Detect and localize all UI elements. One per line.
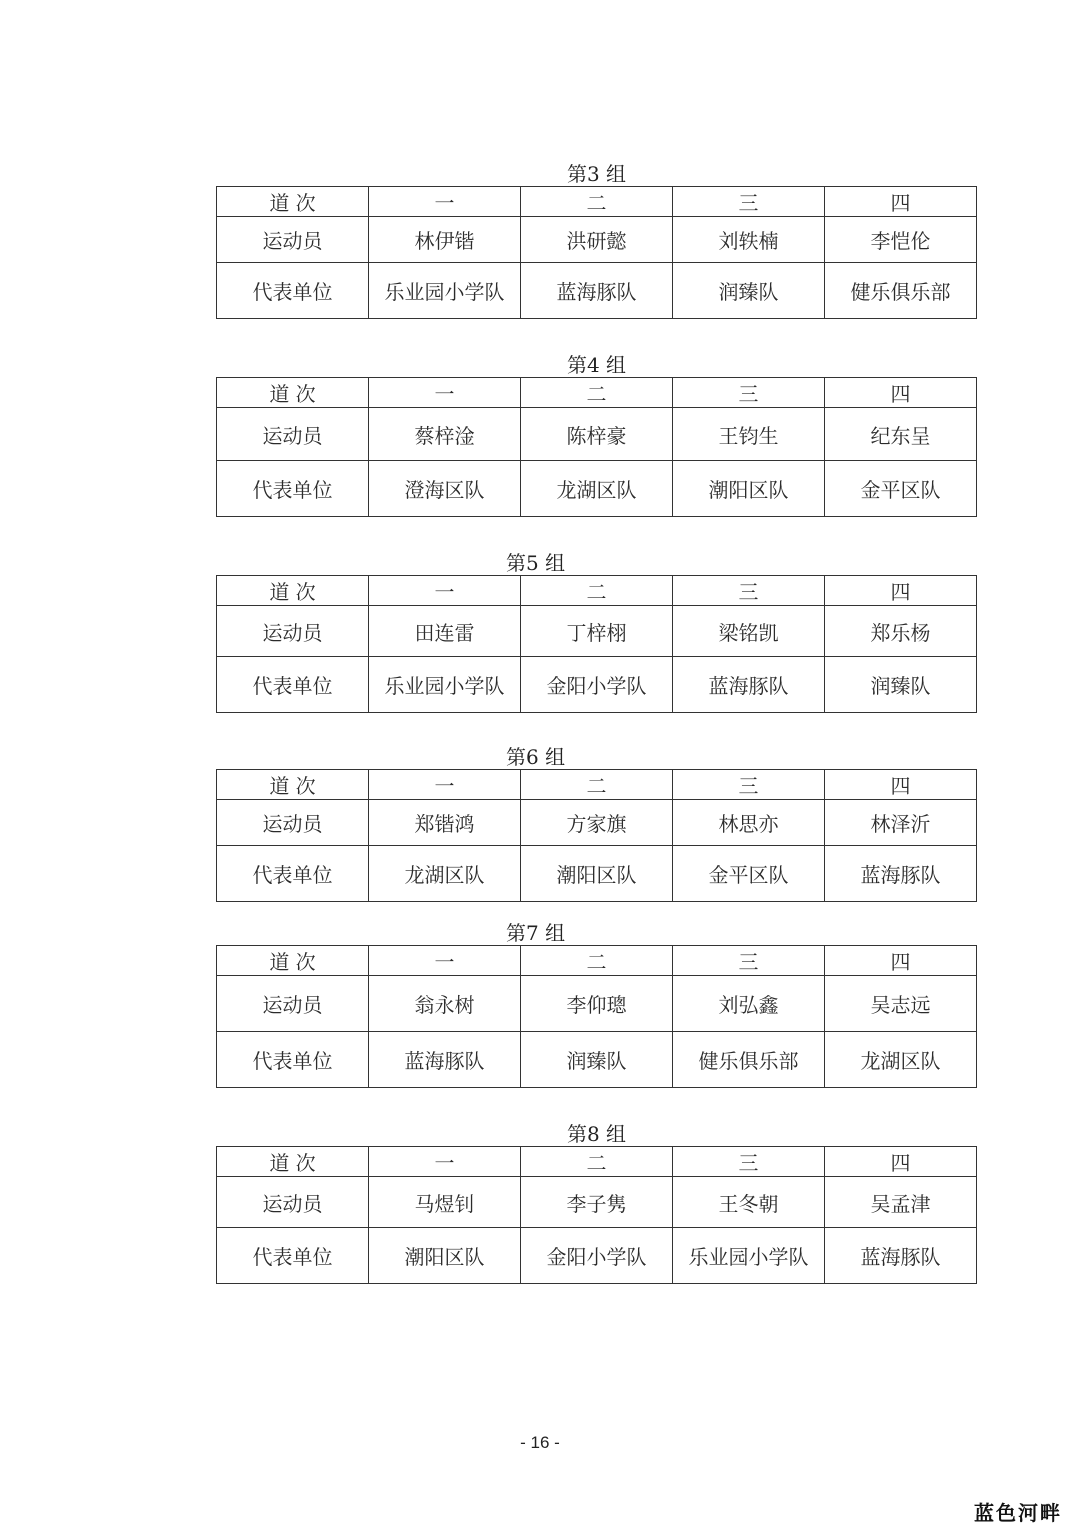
athlete-cell: 梁铭凯 bbox=[673, 606, 825, 657]
athlete-cell: 马煜钊 bbox=[369, 1177, 521, 1228]
athlete-cell: 吴志远 bbox=[825, 976, 977, 1032]
athlete-row bbox=[217, 408, 977, 461]
group-4 bbox=[216, 353, 977, 517]
unit-cell: 龙湖区队 bbox=[521, 461, 673, 517]
athlete-cell: 纪东呈 bbox=[825, 408, 977, 461]
unit-row bbox=[217, 657, 977, 713]
group-6 bbox=[216, 745, 977, 902]
lane-cell: 一 bbox=[369, 1147, 521, 1177]
unit-row bbox=[217, 263, 977, 319]
unit-cell: 润臻队 bbox=[825, 657, 977, 713]
lane-header-cell: 道 次 bbox=[217, 378, 369, 408]
unit-cell: 蓝海豚队 bbox=[825, 846, 977, 902]
unit-cell: 蓝海豚队 bbox=[369, 1032, 521, 1088]
unit-cell: 乐业园小学队 bbox=[369, 657, 521, 713]
lane-cell: 四 bbox=[825, 770, 977, 800]
athlete-cell: 林泽沂 bbox=[825, 800, 977, 846]
unit-cell: 龙湖区队 bbox=[825, 1032, 977, 1088]
lane-cell: 四 bbox=[825, 576, 977, 606]
lane-cell: 三 bbox=[673, 378, 825, 408]
lane-cell: 一 bbox=[369, 946, 521, 976]
athlete-cell: 蔡梓淦 bbox=[369, 408, 521, 461]
athlete-cell: 田连雷 bbox=[369, 606, 521, 657]
athlete-cell: 李仰璁 bbox=[521, 976, 673, 1032]
group-title: 第5 组 bbox=[506, 551, 566, 575]
athlete-header-cell: 运动员 bbox=[217, 800, 369, 846]
lane-cell: 一 bbox=[369, 187, 521, 217]
lane-cell: 二 bbox=[521, 1147, 673, 1177]
lane-cell: 三 bbox=[673, 770, 825, 800]
lane-row bbox=[217, 187, 977, 217]
athlete-cell: 李子隽 bbox=[521, 1177, 673, 1228]
lane-table bbox=[216, 575, 977, 713]
lane-header-cell: 道 次 bbox=[217, 946, 369, 976]
lane-cell: 四 bbox=[825, 946, 977, 976]
athlete-cell: 洪研懿 bbox=[521, 217, 673, 263]
unit-cell: 龙湖区队 bbox=[369, 846, 521, 902]
unit-header-cell: 代表单位 bbox=[217, 1032, 369, 1088]
lane-cell: 一 bbox=[369, 770, 521, 800]
lane-cell: 二 bbox=[521, 187, 673, 217]
lane-row bbox=[217, 576, 977, 606]
unit-header-cell: 代表单位 bbox=[217, 846, 369, 902]
unit-cell: 潮阳区队 bbox=[369, 1228, 521, 1284]
unit-cell: 潮阳区队 bbox=[521, 846, 673, 902]
athlete-row bbox=[217, 1177, 977, 1228]
unit-cell: 蓝海豚队 bbox=[825, 1228, 977, 1284]
unit-row bbox=[217, 461, 977, 517]
lane-cell: 二 bbox=[521, 576, 673, 606]
athlete-cell: 王钧生 bbox=[673, 408, 825, 461]
lane-cell: 三 bbox=[673, 946, 825, 976]
unit-cell: 金平区队 bbox=[673, 846, 825, 902]
group-title: 第8 组 bbox=[566, 1122, 627, 1146]
lane-cell: 三 bbox=[673, 1147, 825, 1177]
unit-header-cell: 代表单位 bbox=[217, 263, 369, 319]
unit-row bbox=[217, 1032, 977, 1088]
athlete-cell: 方家旗 bbox=[521, 800, 673, 846]
athlete-cell: 陈梓豪 bbox=[521, 408, 673, 461]
athlete-row bbox=[217, 217, 977, 263]
group-title: 第4 组 bbox=[566, 353, 627, 377]
unit-cell: 润臻队 bbox=[521, 1032, 673, 1088]
lane-cell: 四 bbox=[825, 187, 977, 217]
lane-row bbox=[217, 770, 977, 800]
athlete-cell: 李恺伦 bbox=[825, 217, 977, 263]
athlete-row bbox=[217, 606, 977, 657]
group-title: 第3 组 bbox=[566, 162, 627, 186]
unit-cell: 乐业园小学队 bbox=[369, 263, 521, 319]
athlete-cell: 翁永树 bbox=[369, 976, 521, 1032]
unit-cell: 健乐俱乐部 bbox=[673, 1032, 825, 1088]
athlete-cell: 郑乐杨 bbox=[825, 606, 977, 657]
unit-cell: 乐业园小学队 bbox=[673, 1228, 825, 1284]
lane-table bbox=[216, 186, 977, 319]
lane-cell: 二 bbox=[521, 378, 673, 408]
unit-cell: 蓝海豚队 bbox=[673, 657, 825, 713]
athlete-cell: 刘弘鑫 bbox=[673, 976, 825, 1032]
group-title: 第6 组 bbox=[506, 745, 566, 769]
athlete-cell: 吴孟津 bbox=[825, 1177, 977, 1228]
unit-cell: 健乐俱乐部 bbox=[825, 263, 977, 319]
lane-table bbox=[216, 769, 977, 902]
unit-cell: 金阳小学队 bbox=[521, 1228, 673, 1284]
unit-cell: 澄海区队 bbox=[369, 461, 521, 517]
group-8 bbox=[216, 1122, 977, 1284]
athlete-header-cell: 运动员 bbox=[217, 976, 369, 1032]
athlete-header-cell: 运动员 bbox=[217, 606, 369, 657]
athlete-header-cell: 运动员 bbox=[217, 408, 369, 461]
lane-cell: 二 bbox=[521, 946, 673, 976]
athlete-cell: 林伊锴 bbox=[369, 217, 521, 263]
unit-cell: 潮阳区队 bbox=[673, 461, 825, 517]
lane-row bbox=[217, 1147, 977, 1177]
lane-row bbox=[217, 946, 977, 976]
athlete-cell: 林思亦 bbox=[673, 800, 825, 846]
lane-table bbox=[216, 945, 977, 1088]
athlete-row bbox=[217, 800, 977, 846]
lane-cell: 四 bbox=[825, 378, 977, 408]
unit-header-cell: 代表单位 bbox=[217, 461, 369, 517]
lane-cell: 二 bbox=[521, 770, 673, 800]
lane-cell: 三 bbox=[673, 187, 825, 217]
athlete-cell: 丁梓栩 bbox=[521, 606, 673, 657]
unit-header-cell: 代表单位 bbox=[217, 657, 369, 713]
unit-cell: 金平区队 bbox=[825, 461, 977, 517]
athlete-cell: 刘轶楠 bbox=[673, 217, 825, 263]
watermark-text: 蓝色河畔 bbox=[974, 1501, 1062, 1525]
lane-cell: 四 bbox=[825, 1147, 977, 1177]
unit-row bbox=[217, 1228, 977, 1284]
lane-header-cell: 道 次 bbox=[217, 576, 369, 606]
athlete-header-cell: 运动员 bbox=[217, 1177, 369, 1228]
group-7 bbox=[216, 921, 977, 1088]
unit-cell: 润臻队 bbox=[673, 263, 825, 319]
athlete-row bbox=[217, 976, 977, 1032]
lane-cell: 一 bbox=[369, 378, 521, 408]
lane-row bbox=[217, 378, 977, 408]
unit-cell: 蓝海豚队 bbox=[521, 263, 673, 319]
lane-header-cell: 道 次 bbox=[217, 187, 369, 217]
group-3 bbox=[216, 162, 977, 319]
group-5 bbox=[216, 551, 977, 713]
lane-table bbox=[216, 1146, 977, 1284]
unit-header-cell: 代表单位 bbox=[217, 1228, 369, 1284]
athlete-header-cell: 运动员 bbox=[217, 217, 369, 263]
page-number: - 16 - bbox=[520, 1433, 560, 1452]
athlete-cell: 郑锴鸿 bbox=[369, 800, 521, 846]
lane-header-cell: 道 次 bbox=[217, 770, 369, 800]
athlete-cell: 王冬朝 bbox=[673, 1177, 825, 1228]
unit-cell: 金阳小学队 bbox=[521, 657, 673, 713]
unit-row bbox=[217, 846, 977, 902]
group-title: 第7 组 bbox=[506, 921, 566, 945]
lane-table bbox=[216, 377, 977, 517]
lane-header-cell: 道 次 bbox=[217, 1147, 369, 1177]
lane-cell: 一 bbox=[369, 576, 521, 606]
lane-cell: 三 bbox=[673, 576, 825, 606]
